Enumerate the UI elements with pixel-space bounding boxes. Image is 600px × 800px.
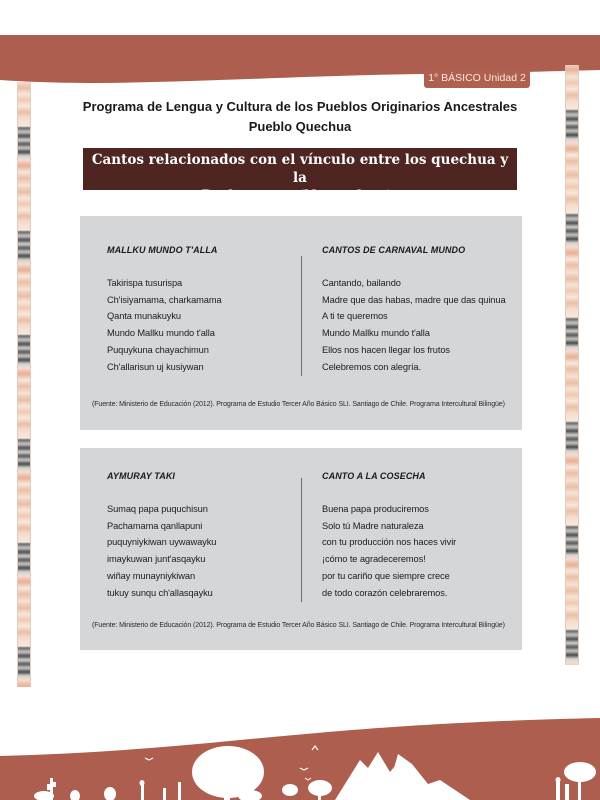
song-lyrics [107,501,216,601]
lyric-line: puquyniykiwan uywawayku [107,537,217,548]
lyric-line: Mundo Mallku mundo t'alla [107,328,215,339]
program-subtitle: Pueblo Quechua [248,119,352,134]
song-title: AYMURAY TAKI [107,471,176,481]
lyric-line: tukuy sunqu ch'allasqayku [107,587,213,598]
song-title: CANTOS DE CARNAVAL MUNDO [322,245,466,255]
lyric-line: Takirispa tusurispa [107,278,183,288]
lyric-line: imaykuwan junt'asqayku [107,554,206,565]
lyric-line: Qanta munakuyku [107,311,181,322]
source-citation: (Fuente: Ministerio de Educación (2012). Programa de Estudio Tercer Año Básico SLI. Santiago de Chile. Programa Intercultural Bilingüe) [92,622,505,629]
lyric-line: Buena papa produciremos [322,504,429,514]
lyric-line: Solo tú Madre naturaleza [322,520,424,531]
left-woven-border-pattern [17,82,31,687]
section-heading-line-1: Cantos relacionados con el vínculo entre los quechua y la [91,152,509,186]
section-heading-line-2: Pachamama (Naturaleza): [201,188,399,204]
unit-badge: 1° BÁSICO Unidad 2 [424,68,530,88]
column-divider [301,478,302,602]
section-heading [83,148,517,204]
lyric-line: A ti te queremos [322,311,388,322]
lyric-line: Sumaq papa puquchisun [107,504,208,514]
lyric-line: wiñay munayniykiwan [107,570,196,581]
song-box-2 [80,448,522,650]
column-divider [301,256,302,376]
program-title: Programa de Lengua y Cultura de los Pueblos Originarios Ancestrales [82,99,518,114]
right-woven-border-pattern [565,65,579,665]
lyric-line: Celebremos con alegría. [322,361,421,372]
lyric-line: por tu cariño que siempre crece [322,570,450,581]
lyric-line: con tu producción nos haces vivir [322,537,457,548]
song-spanish-carnaval-mundo [322,244,506,375]
song-title: CANTO A LA COSECHA [322,471,426,481]
lyric-line: Mundo Mallku mundo t'alla [322,328,430,339]
lyric-line: Madre que das habas, madre que das quinua [322,294,506,305]
song-title: MALLKU MUNDO T'ALLA [107,245,218,255]
lyric-line: Ellos nos hacen llegar los frutos [322,344,450,355]
song-box-1 [80,216,522,430]
lyric-line: Pachamama qanllapuni [107,520,203,531]
song-lyrics [322,501,456,601]
song-quechua-aymuray-taki [107,470,216,601]
footer-landscape-banner [0,660,600,800]
lyric-line: ¡cómo te agradeceremos! [322,554,426,565]
lyric-line: Ch'isiyamama, charkamama [107,294,222,305]
song-lyrics [322,275,506,375]
song-quechua-mallku-mundo [107,244,222,375]
song-lyrics [107,275,222,375]
lyric-line: Cantando, bailando [322,278,401,288]
song-spanish-canto-cosecha [322,470,456,601]
lyric-line: Ch'allarisun uj kusiywan [107,361,204,372]
lyric-line: de todo corazón celebraremos. [322,587,448,598]
source-citation: (Fuente: Ministerio de Educación (2012). Programa de Estudio Tercer Año Básico SLI. Santiago de Chile. Programa Intercultural Bilingüe) [92,401,505,408]
lyric-line: Puquykuna chayachimun [107,344,209,355]
